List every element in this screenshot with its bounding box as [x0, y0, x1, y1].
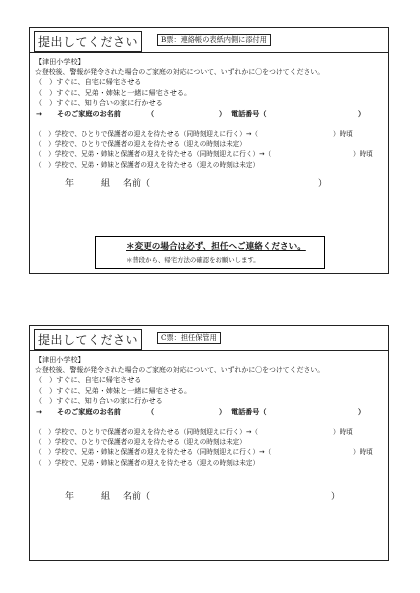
phone-label[interactable]: 電話番号（ — [231, 407, 267, 417]
family-name-field-close: ） — [219, 407, 227, 417]
pickup-text: （ ）学校で、ひとりで保護者の迎えを待たせる（同時刻迎えに行く）→（ — [35, 130, 258, 139]
student-name-row — [35, 492, 384, 512]
year-label: 年 — [65, 178, 75, 189]
family-name-field-close: ） — [219, 109, 227, 119]
name-field-close: ） — [318, 178, 328, 189]
form-body — [35, 355, 384, 512]
form-body — [35, 57, 384, 199]
phone-label[interactable]: 電話番号（ — [231, 109, 267, 119]
pickup-text: （ ）学校で、ひとりで保護者の迎えを待たせる（迎えの時刻は未定） — [35, 140, 246, 149]
option-pickup-siblings-time[interactable] — [35, 447, 384, 457]
option-pickup-alone-undecided[interactable] — [35, 139, 384, 149]
name-field-close: ） — [331, 491, 341, 502]
phone-field-close: ） — [358, 109, 366, 119]
year-label: 年 — [65, 491, 75, 502]
form-b-card — [29, 27, 389, 274]
notice-confirm: ＊普段から、帰宅方法の確認をお願いします。 — [126, 256, 260, 264]
option-with-siblings[interactable]: （ ）すぐに、兄弟・姉妹と一緒に帰宅させる。 — [35, 385, 192, 395]
notice-change: ＊変更の場合は必ず、担任へご連絡ください。 — [126, 242, 306, 252]
pickup-text: （ ）学校で、兄弟・姉妹と保護者の迎えを待たせる（同時刻迎えに行く）→（ — [35, 150, 272, 159]
student-name-field[interactable]: 名前（ — [123, 178, 151, 189]
option-home[interactable]: （ ）すぐに、自宅に帰宅させる — [35, 77, 142, 87]
family-name-field-open[interactable]: （ — [147, 407, 155, 417]
school-name: 【津田小学校】 — [35, 57, 85, 66]
arrow-icon: → — [36, 407, 42, 417]
pickup-text: （ ）学校で、ひとりで保護者の迎えを待たせる（同時刻迎えに行く）→（ — [35, 428, 258, 437]
pickup-time-suffix: ）時頃 — [333, 428, 353, 437]
family-name-field-open[interactable]: （ — [147, 109, 155, 119]
form-header — [34, 31, 142, 52]
submit-title: 提出してください — [34, 329, 142, 350]
contact-row — [35, 407, 384, 418]
pickup-time-suffix: ）時頃 — [333, 130, 353, 139]
pickup-time-suffix: ）時頃 — [353, 448, 373, 457]
arrow-icon: → — [36, 109, 42, 119]
family-name-label: そのご家庭のお名前 — [57, 109, 121, 119]
option-pickup-alone-time[interactable] — [35, 427, 384, 437]
class-label: 組 — [101, 178, 111, 189]
option-pickup-alone-time[interactable] — [35, 129, 384, 139]
instructions: ☆登校後、警報が発令された場合のご家庭の対応について、いずれかに〇をつけてください。 — [35, 68, 325, 77]
header-divider — [30, 52, 388, 53]
phone-field-close: ） — [358, 407, 366, 417]
class-label: 組 — [101, 491, 111, 502]
option-pickup-siblings-time[interactable] — [35, 149, 384, 159]
option-acquaintance[interactable]: （ ）すぐに、知り合いの家に行かせる — [35, 97, 163, 107]
form-c-card — [29, 325, 389, 561]
option-pickup-siblings-undecided[interactable] — [35, 458, 384, 468]
option-home[interactable]: （ ）すぐに、自宅に帰宅させる — [35, 375, 142, 385]
form-tag: C票：担任保管用 — [157, 332, 221, 344]
instructions: ☆登校後、警報が発令された場合のご家庭の対応について、いずれかに〇をつけてください。 — [35, 366, 325, 375]
pickup-text: （ ）学校で、兄弟・姉妹と保護者の迎えを待たせる（迎えの時刻は未定） — [35, 160, 260, 169]
family-name-label: そのご家庭のお名前 — [57, 407, 121, 417]
header-divider — [30, 350, 388, 351]
school-name: 【津田小学校】 — [35, 355, 85, 364]
pickup-text: （ ）学校で、兄弟・姉妹と保護者の迎えを待たせる（同時刻迎えに行く）→（ — [35, 448, 272, 457]
student-name-field[interactable]: 名前（ — [123, 491, 151, 502]
pickup-time-suffix: ）時頃 — [353, 150, 373, 159]
pickup-text: （ ）学校で、ひとりで保護者の迎えを待たせる（迎えの時刻は未定） — [35, 438, 246, 447]
submit-title: 提出してください — [34, 31, 142, 52]
form-tag: B票：連絡帳の表紙内側に添付用 — [157, 34, 271, 46]
option-acquaintance[interactable]: （ ）すぐに、知り合いの家に行かせる — [35, 395, 163, 405]
pickup-text: （ ）学校で、兄弟・姉妹と保護者の迎えを待たせる（迎えの時刻は未定） — [35, 458, 260, 467]
option-pickup-siblings-undecided[interactable] — [35, 160, 384, 170]
student-name-row — [35, 179, 384, 199]
option-with-siblings[interactable]: （ ）すぐに、兄弟・姉妹と一緒に帰宅させる。 — [35, 87, 192, 97]
option-pickup-alone-undecided[interactable] — [35, 437, 384, 447]
form-header — [34, 329, 142, 350]
notice-box — [95, 236, 325, 269]
contact-row — [35, 109, 384, 120]
